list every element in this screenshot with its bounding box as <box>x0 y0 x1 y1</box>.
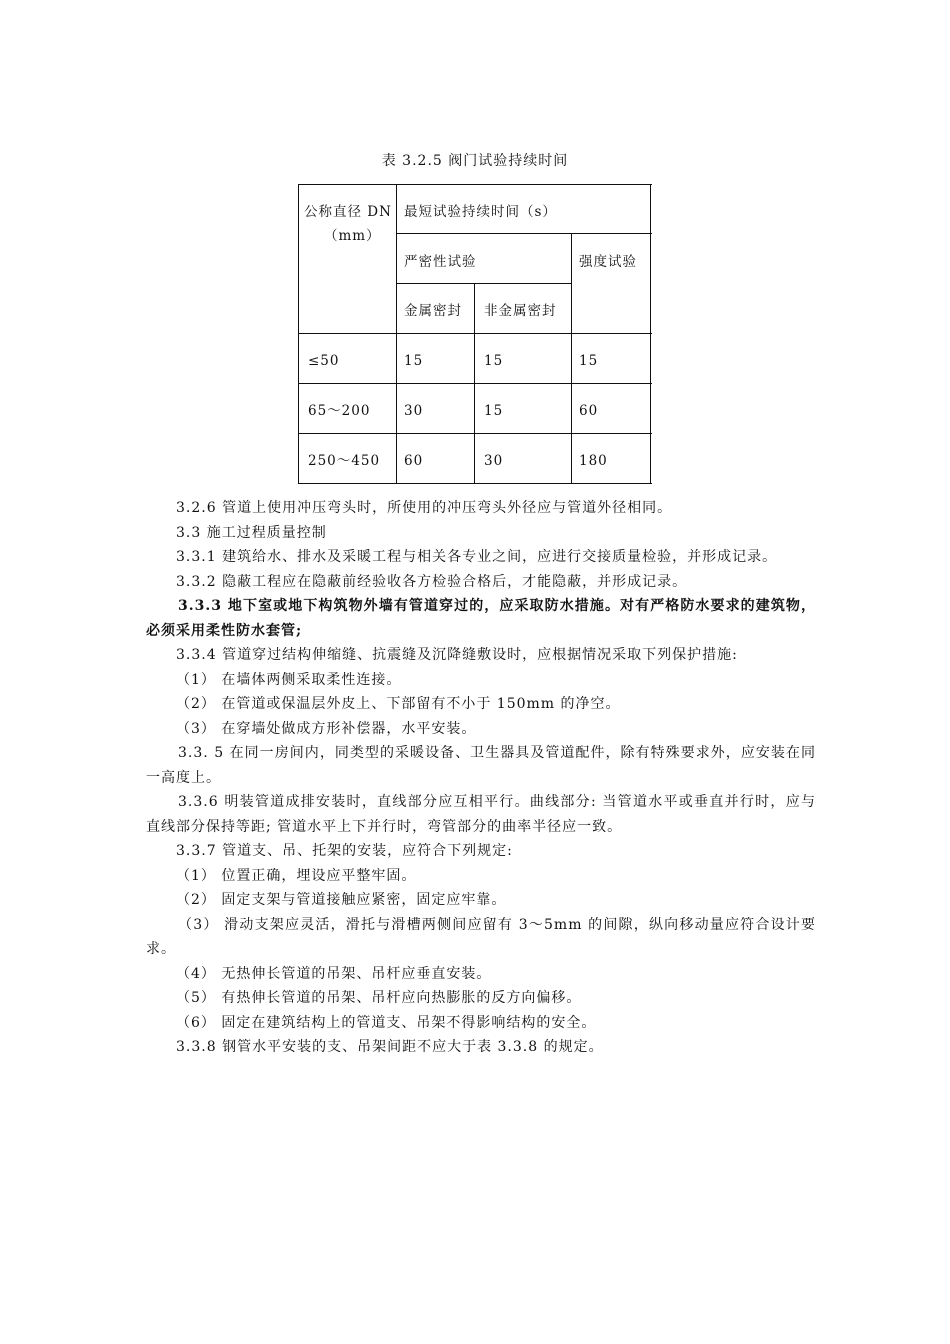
section-3-3-heading: 3.3 施工过程质量控制 <box>176 524 327 541</box>
table-rule <box>396 233 652 234</box>
table-col-divider <box>396 184 397 484</box>
clause-3-3-7: 3.3.7 管道支、吊、托架的安装，应符合下列规定: <box>176 843 513 859</box>
clause-3-3-6: 3.3.6 明装管道成排安装时，直线部分应互相平行。曲线部分: 当管道水平或垂直并行时，应与直线部分保持等距; 管道水平上下并行时，弯管部分的曲率半径应一致。 <box>146 794 816 835</box>
clause-3-3-5: 3.3. 5 在同一房间内，同类型的采暖设备、卫生器具及管道配件，除有特殊要求外，应安装在同一高度上。 <box>146 745 816 786</box>
clause-3-3-7-item-4: （4） 无热伸长管道的吊架、吊杆应垂直安装。 <box>176 965 492 982</box>
header-strength-test: 强度试验 <box>579 254 637 270</box>
row2-metal: 30 <box>404 403 424 419</box>
clause-3-3-4-item-2: （2） 在管道或保温层外皮上、下部留有不小于 150mm 的净空。 <box>176 696 621 712</box>
clause-3-3-7-item-3: （3） 滑动支架应灵活，滑托与滑槽两侧间应留有 3～5mm 的间隙，纵向移动量应符合设计要求。 <box>146 916 816 957</box>
table-col-divider <box>571 233 572 484</box>
header-nonmetal-seal: 非金属密封 <box>484 303 557 319</box>
clause-3-3-4-item-3: （3） 在穿墙处做成方形补偿器，水平安装。 <box>176 720 477 737</box>
row2-strength: 60 <box>579 403 599 419</box>
clause-3-3-4: 3.3.4 管道穿过结构伸缩缝、抗震缝及沉降缝敷设时，应根据情况采取下列保护措施: <box>176 647 738 663</box>
clause-3-3-7-item-2: （2） 固定支架与管道接触应紧密，固定应牢靠。 <box>176 892 507 908</box>
header-tightness-test: 严密性试验 <box>404 254 477 270</box>
clause-3-3-1: 3.3.1 建筑给水、排水及采暖工程与相关各专业之间，应进行交接质量检验，并形成记录。 <box>176 549 778 565</box>
table-col-divider <box>474 283 475 484</box>
clause-3-3-3: 3.3.3 地下室或地下构筑物外墙有管道穿过的，应采取防水措施。对有严格防水要求的建筑物，必须采用柔性防水套管; <box>146 598 816 639</box>
table-right-border <box>650 184 651 484</box>
table-rule <box>396 283 572 284</box>
row2-nonmetal: 15 <box>484 403 504 419</box>
clause-3-3-8: 3.3.8 钢管水平安装的支、吊架间距不应大于表 3.3.8 的规定。 <box>176 1039 604 1055</box>
row3-dn: 250～450 <box>308 453 381 469</box>
clause-3-3-2: 3.3.2 隐蔽工程应在隐蔽前经验收各方检验合格后，才能隐蔽，并形成记录。 <box>176 573 688 590</box>
row1-nonmetal: 15 <box>484 353 504 369</box>
row1-strength: 15 <box>579 353 599 369</box>
valve-test-duration-table <box>298 184 652 486</box>
row1-metal: 15 <box>404 353 424 369</box>
table-caption: 表 3.2.5 阀门试验持续时间 <box>381 153 569 169</box>
document-body <box>146 496 816 1060</box>
header-diameter-line2: （mm） <box>324 228 381 244</box>
clause-3-3-4-item-1: （1） 在墙体两侧采取柔性连接。 <box>176 671 402 688</box>
header-metal-seal: 金属密封 <box>404 303 462 319</box>
header-duration: 最短试验持续时间（s） <box>404 204 557 220</box>
row3-strength: 180 <box>579 453 608 469</box>
row2-dn: 65～200 <box>308 403 371 419</box>
clause-3-3-7-item-1: （1） 位置正确，埋设应平整牢固。 <box>176 867 417 884</box>
table-top-border <box>298 184 652 185</box>
row3-nonmetal: 30 <box>484 453 504 469</box>
header-diameter-line1: 公称直径 DN <box>304 204 392 220</box>
clause-3-3-7-item-6: （6） 固定在建筑结构上的管道支、吊架不得影响结构的安全。 <box>176 1014 597 1031</box>
clause-3-3-7-item-5: （5） 有热伸长管道的吊架、吊杆应向热膨胀的反方向偏移。 <box>176 990 582 1006</box>
clause-3-2-6: 3.2.6 管道上使用冲压弯头时，所使用的冲压弯头外径应与管道外径相同。 <box>176 500 673 516</box>
table-left-border <box>298 184 299 484</box>
row3-metal: 60 <box>404 453 424 469</box>
row1-dn: ≤50 <box>308 353 340 369</box>
